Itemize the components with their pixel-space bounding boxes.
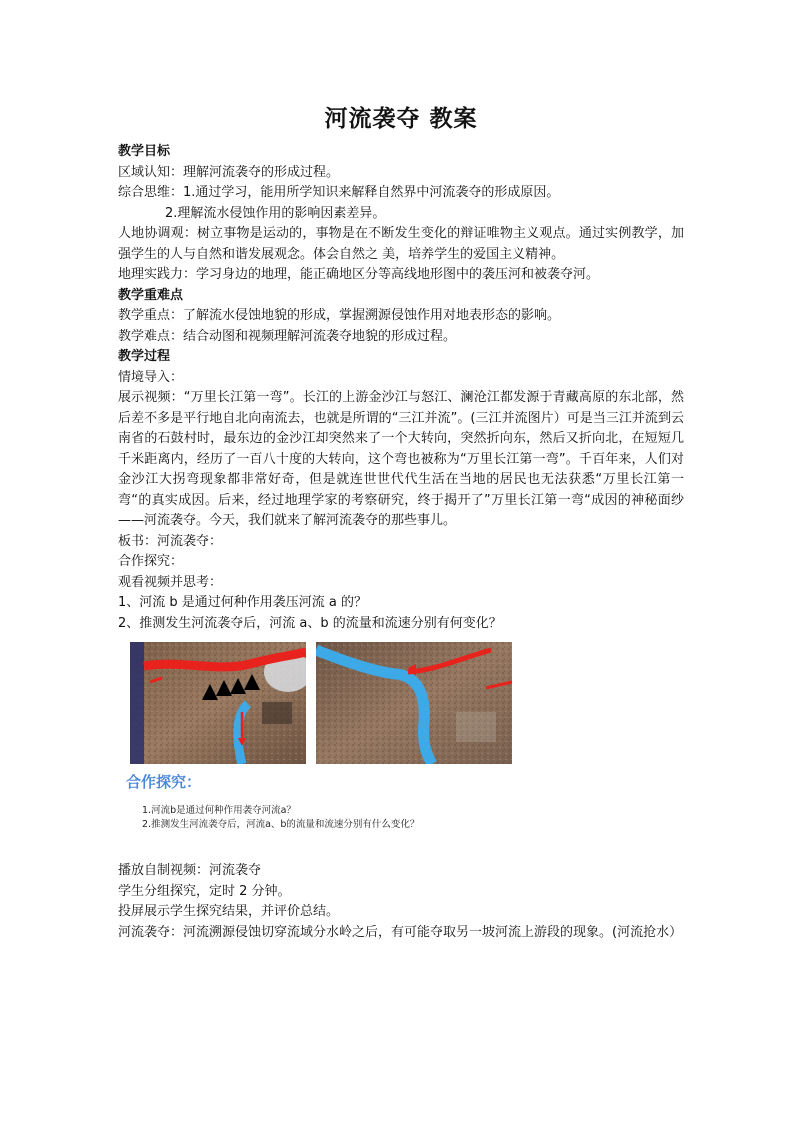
objective-thinking: 综合思维：1.通过学习，能用所学知识来解释自然界中河流袭夺的形成原因。 — [118, 185, 560, 200]
coop-question-2: 2.推测发生河流袭夺后，河流a、b的流量和流速分别有什么变化？ — [142, 819, 420, 830]
process-watch: 观看视频并思考： — [118, 574, 223, 590]
play-video: 播放自制视频：河流袭夺 — [118, 863, 262, 878]
process-video-story: 展示视频：“万里长江第一弯”。长江的上游金沙江与怒江、澜沧江都发源于青藏高原的东北部，然后差不多是平行地自北向南流去，也就是所谓的“三江并流”。(三江并流图片）可是当三江并流到云南省的石鼓村时，最东边的金沙江却突然来了一个大转向，突然折向东，然后又折向北，在短短几千米距离内，经历了一百八十度的大转向，这个弯也被称为“万里长江第一弯”。千百年来，人们对金沙江大拐弯现象都非常好奇，但是就连世世代代生活在当地的居民也无法获悉“万里长江第一弯“的真实成因。后来，经过地理学家的考察研究，终于揭开了”万里长江第一弯“成因的神秘面纱——河流袭夺。今天，我们就来了解河流袭夺的那些事儿。 — [118, 390, 684, 528]
group-inquiry: 学生分组探究，定时 2 分钟。 — [118, 883, 291, 899]
definition-river-capture: 河流袭夺：河流溯源侵蚀切穿流域分水岭之后，有可能夺取另一坡河流上游段的现象。(河流抢水） — [118, 924, 683, 940]
document-title: 河流袭夺 教案 — [324, 106, 478, 132]
post-activity — [118, 861, 684, 943]
section-heading-key-points: 教学重难点 — [118, 287, 184, 303]
experiment-photo-before — [130, 642, 306, 764]
experiment-photo-after — [316, 642, 512, 764]
question-2: 2、推测发生河流袭夺后，河流 a、b 的流量和流速分别有何变化？ — [118, 615, 502, 631]
objective-harmony: 人地协调观：树立事物是运动的，事物是在不断发生变化的辩证唯物主义观点。通过实例教学，加强学生的人与自然和谐发展观念。体会自然之 美，培养学生的爱国主义精神。 — [118, 226, 684, 262]
objective-thinking-2: 2.理解流水侵蚀作用的影响因素差异。 — [165, 205, 386, 221]
section-heading-objectives: 教学目标 — [118, 144, 171, 159]
objective-practice: 地理实践力：学习身边的地理，能正确地区分等高线地形图中的袭压河和被袭夺河。 — [118, 267, 600, 282]
experiment-figures — [118, 642, 684, 769]
difficult-point: 教学难点：结合动图和视频理解河流袭夺地貌的形成过程。 — [118, 328, 457, 344]
process-board: 板书：河流袭夺： — [118, 533, 223, 549]
coop-question-1: 1.河流b是通过何种作用袭夺河流a？ — [142, 805, 296, 816]
cooperative-inquiry-slide — [118, 771, 684, 832]
section-heading-process: 教学过程 — [118, 349, 171, 364]
process-intro: 情境导入： — [118, 369, 184, 385]
coop-title: 合作探究： — [126, 773, 202, 791]
show-results: 投屏展示学生探究结果，并评价总结。 — [118, 904, 340, 919]
process-coop: 合作探究： — [118, 554, 184, 569]
objective-regional: 区域认知：理解河流袭夺的形成过程。 — [118, 164, 340, 180]
key-point: 教学重点：了解流水侵蚀地貌的形成，掌握溯源侵蚀作用对地表形态的影响。 — [118, 308, 561, 323]
question-1: 1、河流 b 是通过何种作用袭压河流 a 的？ — [118, 595, 368, 610]
document-page — [118, 100, 684, 943]
